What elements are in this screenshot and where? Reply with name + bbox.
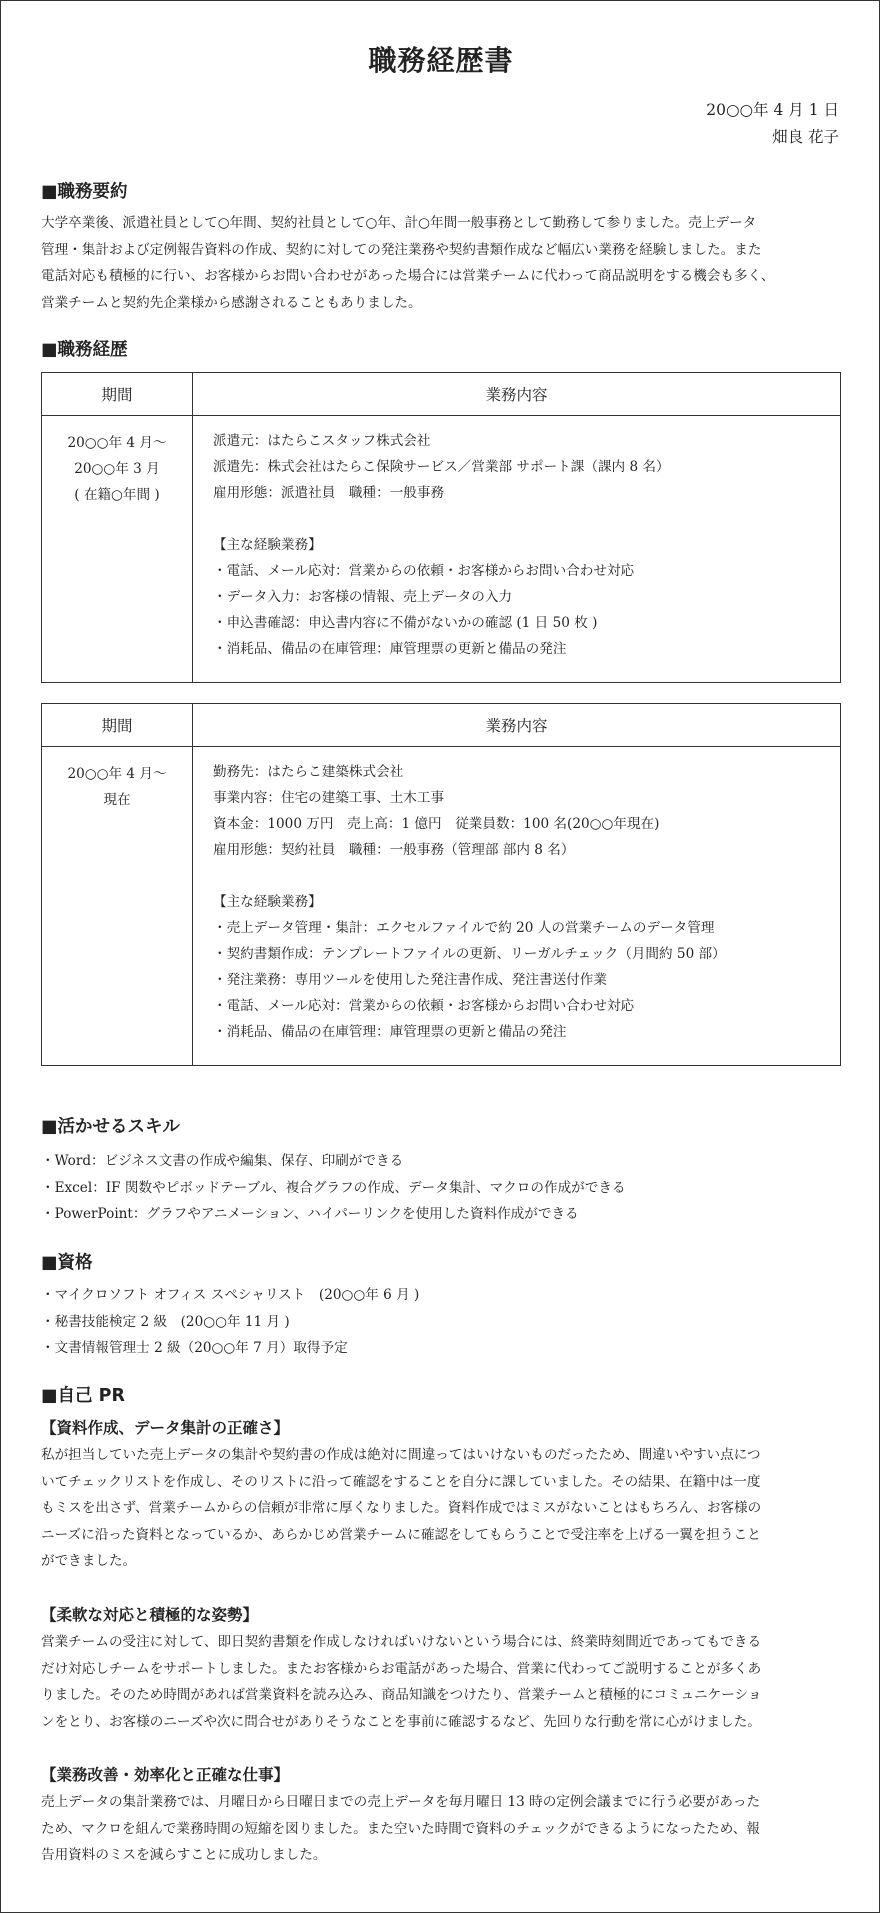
duty-item: ・データ入力：お客様の情報、売上データの入力 bbox=[213, 589, 513, 605]
pr-section bbox=[41, 1414, 841, 1575]
summary-line: 管理・集計および定例報告資料の作成、契約に対しての発注業務や契約書類作成など幅広い業務を経験しました。また bbox=[41, 241, 762, 258]
period-line: 20○○年 4 月〜 bbox=[67, 766, 167, 782]
document-date: 20○○年 4 月 1 日 bbox=[706, 101, 839, 119]
pr-line: 売上データの集計業務では、月曜日から日曜日までの売上データを毎月曜日 13 時の定例会議までに行う必要があった bbox=[41, 1794, 761, 1810]
job-info-line: 資本金：1000 万円 売上高：1 億円 従業員数：100 名(20○○年現在) bbox=[213, 816, 660, 832]
pr-line: 私が担当していた売上データの集計や契約書の作成は絶対に間違ってはいけないものだったため、間違いやすい点につ bbox=[41, 1447, 761, 1463]
qualification-item: ・秘書技能検定 2 級 (20○○年 11 月 ) bbox=[41, 1313, 290, 1330]
job-info-line: 派遣元：はたらこスタッフ株式会社 bbox=[213, 433, 431, 449]
pr-line: りました。そのため時間があれば営業資料を読み込み、商品知識をつけたり、営業チームと積極的にコミュニケーショ bbox=[41, 1687, 762, 1703]
career-table-2 bbox=[41, 703, 841, 1066]
duties-heading: 【主な経験業務】 bbox=[213, 537, 322, 553]
date-block bbox=[706, 97, 839, 151]
pr-line: ニーズに沿った資料となっているか、あらかじめ営業チームに確認をしてもらうことで受注率を上げる一翼を担うこと bbox=[41, 1526, 761, 1543]
history-heading: ■職務経歴 bbox=[41, 340, 128, 360]
skill-item: ・Excel：IF 関数やピボッドテーブル、複合グラフの作成、データ集計、マクロの作成ができる bbox=[41, 1179, 626, 1196]
pr-line: 告用資料のミスを減らすことに成功しました。 bbox=[41, 1847, 327, 1863]
period-line: 20○○年 3 月 bbox=[74, 461, 160, 477]
job-info-line: 事業内容：住宅の建築工事、土木工事 bbox=[213, 790, 445, 806]
qualification-item: ・マイクロソフト オフィス スペシャリスト (20○○年 6 月 ) bbox=[41, 1287, 420, 1303]
pr-line: ンをとり、お客様のニーズや次に問合せがありそうなことを事前に確認するなど、先回りな行動を常に心がけました。 bbox=[41, 1713, 761, 1730]
table-header-row bbox=[42, 373, 841, 416]
period-line: ( 在籍○年間 ) bbox=[74, 487, 160, 503]
pr-section-title: 【業務改善・効率化と正確な仕事】 bbox=[41, 1765, 290, 1784]
job-info-line: 勤務先：はたらこ建築株式会社 bbox=[213, 764, 404, 780]
pr-line: ため、マクロを組んで業務時間の短縮を図りました。また空いた時間で資料のチェックができるようになったため、報 bbox=[41, 1820, 760, 1837]
summary-line: 電話対応も積極的に行い、お客様からお問い合わせがあった場合には営業チームに代わって商品説明をする機会も多く、 bbox=[41, 268, 775, 284]
pr-line: だけ対応しチームをサポートしました。またお客様からお電話があった場合、営業に代わってご説明することが多くあ bbox=[41, 1660, 762, 1677]
duty-item: ・発注業務：専用ツールを使用した発注書作成、発注書送付作業 bbox=[213, 972, 607, 988]
duties-heading: 【主な経験業務】 bbox=[213, 894, 322, 910]
job-info-line: 雇用形態：派遣社員 職種：一般事務 bbox=[213, 485, 445, 501]
duty-item: ・電話、メール応対：営業からの依頼・お客様からお問い合わせ対応 bbox=[213, 998, 635, 1014]
pr-section-title: 【柔軟な対応と積極的な姿勢】 bbox=[41, 1605, 259, 1624]
summary-text bbox=[41, 210, 841, 316]
skills-list bbox=[41, 1148, 626, 1228]
table-header-row bbox=[42, 704, 841, 747]
qualification-item: ・文書情報管理士 2 級（20○○年 7 月）取得予定 bbox=[41, 1340, 348, 1356]
document-title: 職務経歴書 bbox=[368, 44, 514, 77]
period-column-header: 期間 bbox=[42, 704, 193, 747]
content-column-header: 業務内容 bbox=[193, 373, 841, 416]
skills-heading: ■活かせるスキル bbox=[41, 1117, 180, 1137]
table-row bbox=[42, 416, 841, 683]
qualifications-list bbox=[41, 1282, 419, 1362]
pr-line: いてチェックリストを作成し、そのリストに沿って確認をすることを自分に課していました。その結果、在籍中は一度 bbox=[41, 1473, 761, 1490]
table-row bbox=[42, 747, 841, 1066]
job-info-line: 雇用形態：契約社員 職種：一般事務（管理部 部内 8 名） bbox=[213, 842, 575, 858]
qualifications-heading: ■資格 bbox=[41, 1253, 93, 1273]
pr-line: ができました。 bbox=[41, 1553, 137, 1569]
pr-heading: ■自己 PR bbox=[41, 1386, 125, 1406]
job-info-line: 派遣先：株式会社はたらこ保険サービス／営業部 サポート課（課内 8 名） bbox=[213, 459, 670, 475]
content-column-header: 業務内容 bbox=[193, 704, 841, 747]
pr-line: 営業チームの受注に対して、即日契約書類を作成しなければいけないという場合には、終業時刻間近であってもできる bbox=[41, 1634, 762, 1650]
pr-section-title: 【資料作成、データ集計の正確さ】 bbox=[41, 1418, 290, 1437]
content-cell bbox=[193, 416, 841, 683]
pr-section bbox=[41, 1761, 841, 1869]
period-column-header: 期間 bbox=[42, 373, 193, 416]
career-table-1 bbox=[41, 372, 841, 683]
summary-line: 大学卒業後、派遣社員として○年間、契約社員として○年、計○年間一般事務として勤務して参りました。売上データ bbox=[41, 215, 757, 231]
pr-section bbox=[41, 1601, 841, 1735]
duty-item: ・電話、メール応対：営業からの依頼・お客様からお問い合わせ対応 bbox=[213, 563, 635, 579]
skill-item: ・PowerPoint：グラフやアニメーション、ハイパーリンクを使用した資料作成ができる bbox=[41, 1206, 579, 1222]
period-line: 20○○年 4 月〜 bbox=[67, 435, 167, 451]
summary-line: 営業チームと契約先企業様から感謝されることもありました。 bbox=[41, 294, 422, 311]
duty-item: ・申込書確認：申込書内容に不備がないかの確認 (1 日 50 枚 ) bbox=[213, 615, 598, 631]
duty-item: ・売上データ管理・集計：エクセルファイルで約 20 人の営業チームのデータ管理 bbox=[213, 920, 715, 936]
period-cell bbox=[42, 416, 193, 683]
applicant-name: 畑良 花子 bbox=[772, 128, 839, 146]
skill-item: ・Word：ビジネス文書の作成や編集、保存、印刷ができる bbox=[41, 1153, 404, 1169]
duty-item: ・消耗品、備品の在庫管理：庫管理票の更新と備品の発注 bbox=[213, 641, 567, 657]
period-line: 現在 bbox=[103, 792, 131, 808]
summary-heading: ■職務要約 bbox=[41, 182, 128, 202]
content-cell bbox=[193, 747, 841, 1066]
duty-item: ・消耗品、備品の在庫管理：庫管理票の更新と備品の発注 bbox=[213, 1024, 567, 1040]
duty-item: ・契約書類作成：テンプレートファイルの更新、リーガルチェック（月間約 50 部） bbox=[213, 946, 726, 962]
period-cell bbox=[42, 747, 193, 1066]
pr-line: もミスを出さず、営業チームからの信頼が非常に厚くなりました。資料作成ではミスがないことはもちろん、お客様の bbox=[41, 1500, 762, 1516]
